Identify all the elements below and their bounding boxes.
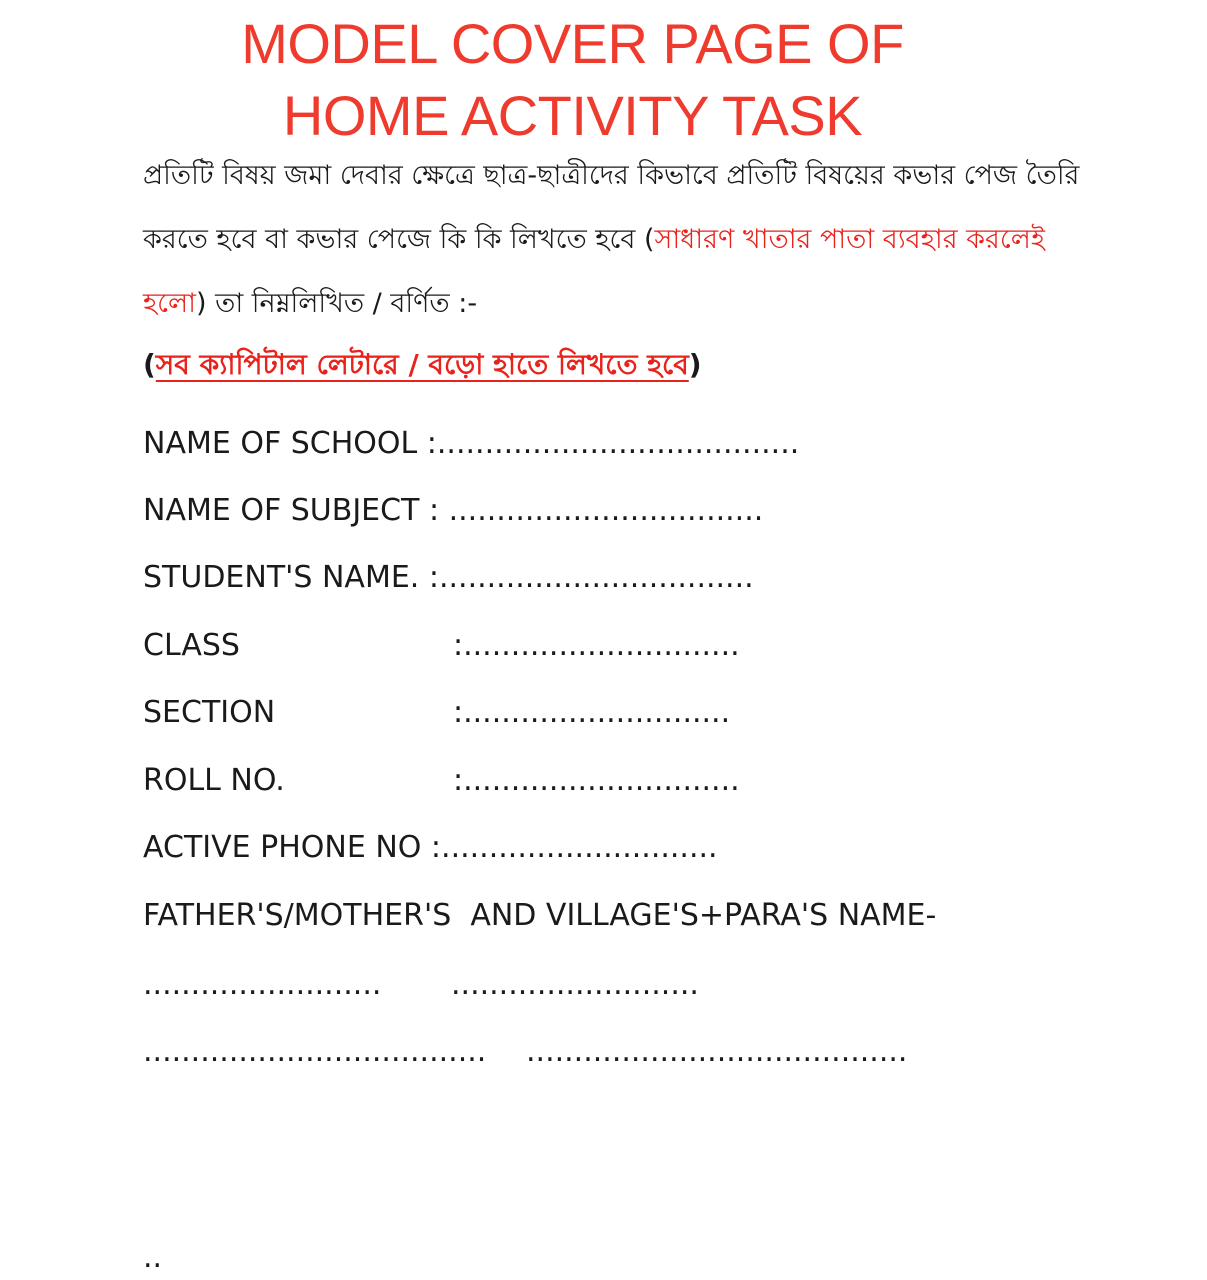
field-student-name [143,558,754,598]
field-roll-blank: :............................. [453,763,740,798]
intro-paragraph [143,144,1083,336]
field-subject [143,491,763,531]
note-close-paren: ) [688,348,702,381]
note-text: সব ক্যাপিটাল লেটারে / বড়ো হাতে লিখতে হবে [155,348,689,381]
title-line-2: HOME ACTIVITY TASK [282,84,863,147]
field-section-blank: :............................ [453,695,731,730]
title-line-1: MODEL COVER PAGE OF [241,12,904,75]
field-class-label: CLASS [143,628,240,663]
field-roll-label: ROLL NO. [143,763,285,798]
blank-row-2-left: .................................... [143,1034,487,1069]
field-class-blank: :............................. [453,628,740,663]
intro-text-2: ) তা নিম্নলিখিত / বর্ণিত :- [195,288,478,319]
field-school-label: NAME OF SCHOOL [143,426,427,461]
field-subject-blank: ................................. [448,493,764,528]
field-parent-label: FATHER'S/MOTHER'S AND VILLAGE'S+PARA'S NAME- [143,898,937,933]
field-roll-no [143,761,740,801]
trailing-dots: .. [143,1240,163,1275]
blank-row-2-right: ........................................ [526,1034,908,1069]
intro-text-1: প্রতিটি বিষয় জমা দেবার ক্ষেত্রে ছাত্র-ছাত্রীদের কিভাবে প্রতিটি বিষয়ের কভার পেজ তৈরি করতে হবে বা কভার পেজে কি কি লিখতে হবে ( [143,160,1080,255]
blank-row-1-left: ......................... [143,967,382,1002]
field-parent-village [143,896,936,936]
field-school-blank: :...................................... [426,426,800,461]
field-student-label: STUDENT'S NAME. [143,560,429,595]
blank-row-2 [143,1032,908,1072]
capital-letters-note [143,340,702,390]
field-section-label: SECTION [143,695,276,730]
field-section [143,693,730,733]
field-school [143,424,799,464]
field-phone [143,828,718,868]
blank-row-1-right: .......................... [451,967,699,1002]
field-subject-label: NAME OF SUBJECT : [143,493,449,528]
field-student-blank: :................................. [428,560,754,595]
blank-row-1 [143,965,699,1005]
field-phone-label: ACTIVE PHONE NO [143,830,431,865]
note-open-paren: ( [143,348,156,381]
field-phone-blank: :............................. [430,830,718,865]
field-class [143,626,740,666]
intro-highlight: সাধারণ খাতার পাতা ব্যবহার করলেই হলো [143,224,1045,319]
